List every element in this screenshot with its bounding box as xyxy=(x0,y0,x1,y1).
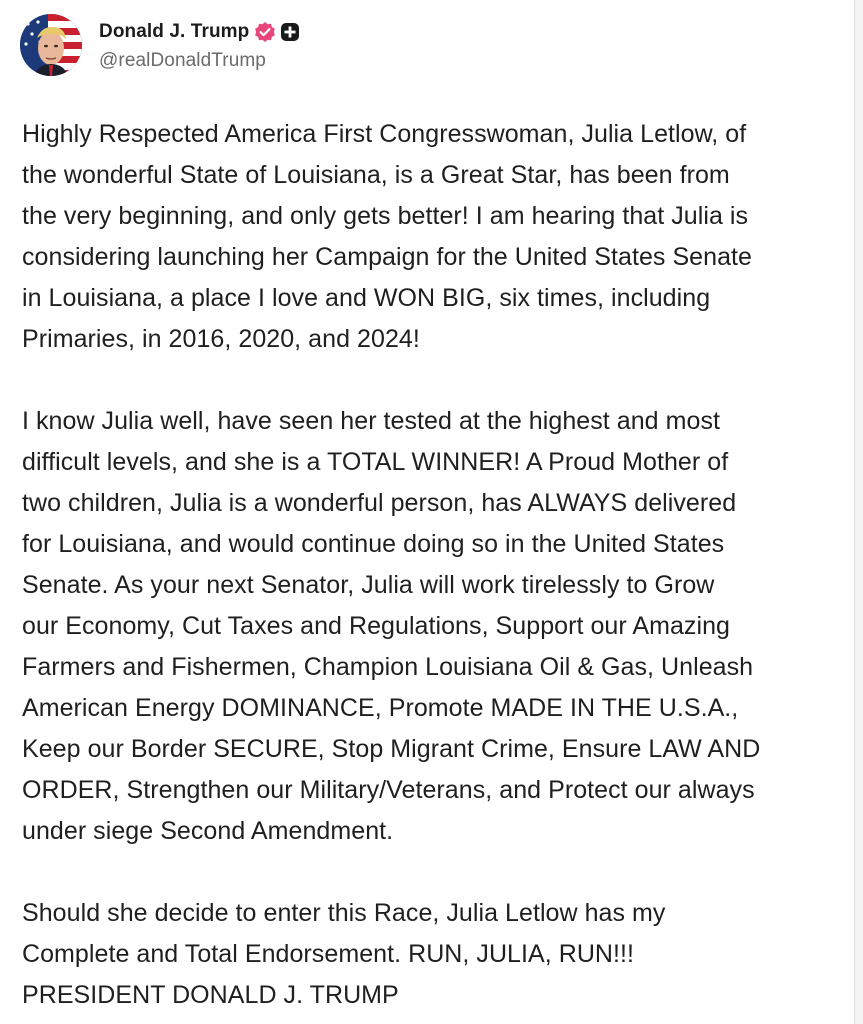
display-name[interactable]: Donald J. Trump xyxy=(99,20,250,42)
avatar[interactable] xyxy=(20,14,82,76)
plus-badge-icon xyxy=(280,22,300,42)
verified-badge-icon xyxy=(254,21,276,43)
author-names xyxy=(99,19,300,72)
post-paragraph-1: Highly Respected America First Congresswoman, Julia Letlow, of the wonderful State of Louisiana, is a Great Star, has been from the very beginning, and only gets better! I am hearing that Julia is considering launching her Campaign for the United States Senate in Louisiana, a place I love and WON BIG, six times, including Primaries, in 2016, 2020, and 2024! xyxy=(22,120,752,353)
post-paragraph-3: Should she decide to enter this Race, Julia Letlow has my Complete and Total Endorsement. RUN, JULIA, RUN!!! PRESIDENT DONALD J. TRUMP xyxy=(22,899,666,1009)
scrollbar-track[interactable] xyxy=(854,0,863,1024)
avatar-image xyxy=(20,14,82,76)
post-header xyxy=(20,14,300,76)
post-paragraph-2: I know Julia well, have seen her tested at the highest and most difficult levels, and she is a TOTAL WINNER! A Proud Mother of two children, Julia is a wonderful person, has ALWAYS delivered for Louisiana, and would continue doing so in the United States Senate. As your next Senator, Julia will work tirelessly to Grow our Economy, Cut Taxes and Regulations, Support our Amazing Farmers and Fishermen, Champion Louisiana Oil & Gas, Unleash American Energy DOMINANCE, Promote MADE IN THE U.S.A., Keep our Border SECURE, Stop Migrant Crime, Ensure LAW AND ORDER, Strengthen our Military/Veterans, and Protect our always under siege Second Amendment. xyxy=(22,407,761,845)
name-row xyxy=(99,19,300,45)
post-body xyxy=(22,114,852,1016)
user-handle[interactable]: @realDonaldTrump xyxy=(99,49,266,71)
